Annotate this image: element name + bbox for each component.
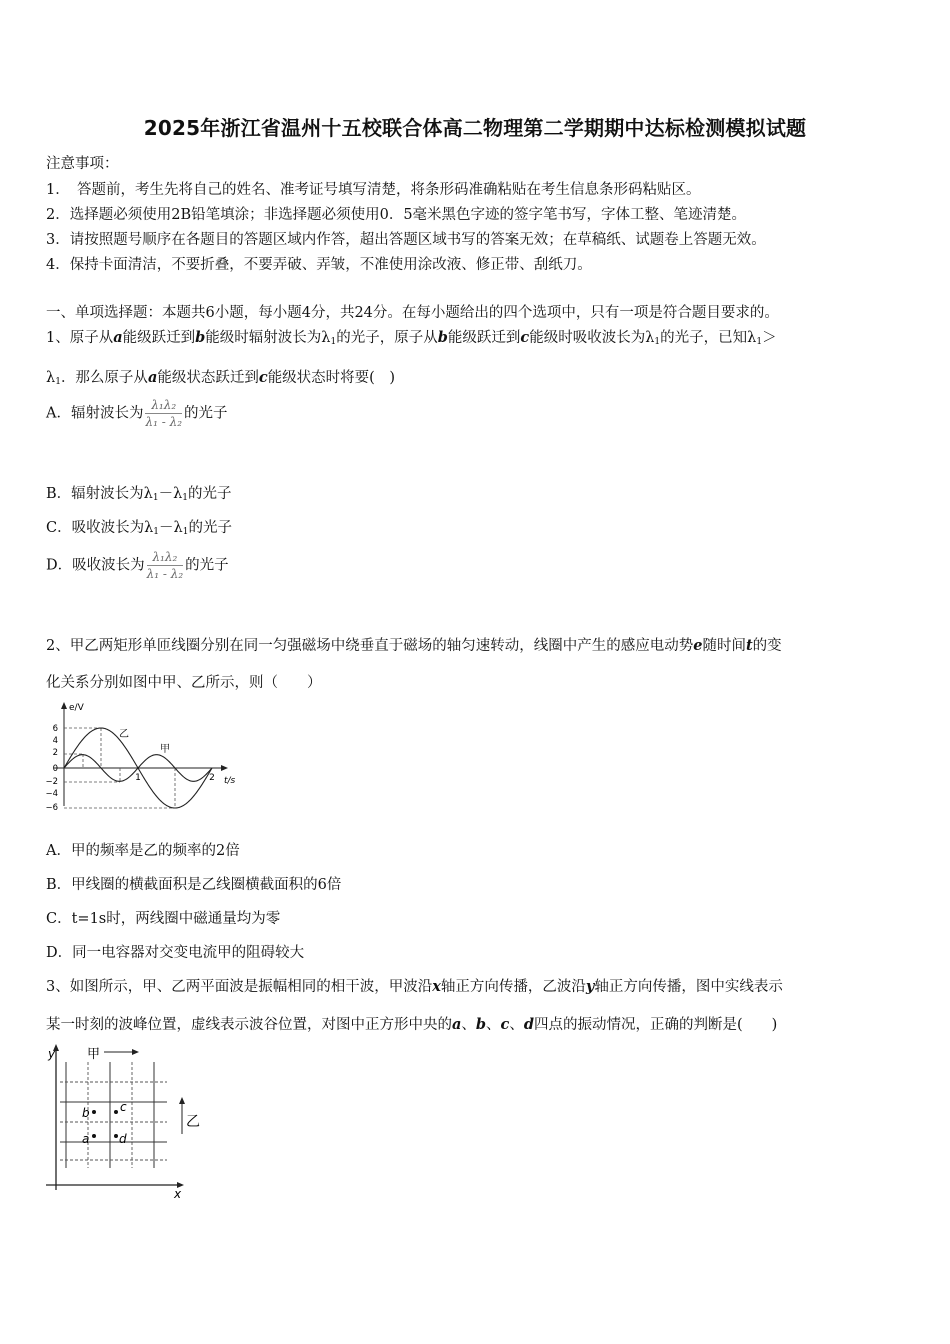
fraction-numerator: λ₁λ₂ [145, 398, 182, 414]
text: 的光子，原子从 [336, 330, 438, 346]
x-tick-label: 1 [135, 773, 141, 783]
option-text: 的光子 [185, 557, 229, 574]
text: 能级状态跃迁到 [157, 370, 259, 386]
subscript: 1 [756, 337, 763, 347]
y-tick-label: 6 [52, 724, 58, 734]
notice-item: 3．请按照题号顺序在各题目的答题区域内作答，超出答题区域书写的答案无效；在草稿纸、试题卷上答题无效。 [46, 232, 766, 248]
var-e: e [693, 637, 703, 654]
q2-option-d: D．同一电容器对交变电流甲的阻碍较大 [46, 945, 305, 961]
text: 能级跃迁到 [122, 330, 196, 346]
text: 能级时吸收波长为λ [529, 330, 655, 346]
var-c: c [520, 329, 530, 346]
var-b: b [195, 329, 206, 346]
fraction-numerator: λ₁λ₂ [147, 550, 184, 566]
q1-option-b [46, 482, 232, 503]
var-b: b [475, 1016, 487, 1033]
q1-stem-line1 [46, 326, 777, 347]
subscript: 1 [153, 527, 160, 537]
point-a [92, 1134, 96, 1138]
x-axis-arrow [221, 765, 228, 771]
y-tick-label: −6 [45, 803, 58, 813]
text: 能级状态时将要( ) [267, 370, 396, 386]
q2-option-b: B．甲线圈的横截面积是乙线圈横截面积的6倍 [46, 877, 342, 893]
emf-time-graph [40, 700, 250, 818]
q3-stem-line1 [46, 975, 783, 996]
text: 、 [509, 1017, 524, 1033]
var-t: t [745, 637, 753, 654]
text: 1、原子从 [46, 330, 114, 346]
text: 2、甲乙两矩形单匝线圈分别在同一匀强磁场中绕垂直于磁场的轴匀速转动，线圈中产生的感应电动势 [46, 638, 694, 654]
point-label-b: b [82, 1106, 90, 1120]
fraction-denominator: λ₁ - λ₂ [146, 567, 184, 581]
text: ＞ [762, 330, 777, 346]
curve-label-yi: 乙 [119, 729, 129, 740]
q1-option-d [46, 550, 229, 581]
subscript: 1 [330, 337, 337, 347]
text: 、 [486, 1017, 501, 1033]
notice-item: 2．选择题必须使用2B铅笔填涂；非选择题必须使用0．5毫米黑色字迹的签字笔书写，字体工整、笔迹清楚。 [46, 207, 747, 223]
subscript: 1 [182, 493, 189, 503]
option-text: 的光子 [184, 405, 228, 422]
text: 的变 [752, 638, 782, 654]
text: ．那么原子从 [60, 370, 148, 386]
option-text: B．辐射波长为λ [46, 486, 153, 502]
text: 能级跃迁到 [447, 330, 521, 346]
var-a: a [113, 329, 123, 346]
text: 的光子，已知λ [660, 330, 757, 346]
text: λ [46, 370, 56, 386]
q1-option-c [46, 516, 232, 537]
fraction [145, 398, 182, 429]
x-axis-label: x [174, 1187, 182, 1200]
var-c: c [500, 1016, 510, 1033]
q2-stem-line2: 化关系分别如图中甲、乙所示，则（ ） [46, 675, 322, 691]
curve-label-jia: 甲 [160, 744, 170, 755]
q1-stem-line2 [46, 366, 395, 387]
point-b [92, 1110, 96, 1114]
point-label-c: c [120, 1100, 127, 1114]
q2-stem-line1 [46, 634, 782, 655]
var-b: b [437, 329, 448, 346]
q3-stem-line2 [46, 1013, 777, 1034]
var-a: a [452, 1016, 462, 1033]
wave-label-jia: 甲 [87, 1047, 101, 1062]
text: 轴正方向传播，图中实线表示 [594, 979, 783, 995]
option-text: －λ [159, 520, 183, 536]
var-x: x [432, 978, 441, 995]
option-text: A．辐射波长为 [46, 405, 144, 422]
point-c [114, 1110, 118, 1114]
y-axis-label: y [48, 1047, 56, 1061]
subscript: 1 [152, 493, 159, 503]
wave-label-yi: 乙 [186, 1114, 200, 1130]
y-tick-label: 0 [52, 764, 58, 774]
fraction-denominator: λ₁ - λ₂ [145, 415, 182, 429]
subscript: 1 [654, 337, 661, 347]
y-tick-label: 4 [52, 736, 58, 746]
y-axis-label: e/V [69, 703, 84, 713]
point-label-a: a [82, 1132, 90, 1146]
y-tick-label: −4 [45, 789, 58, 799]
text: 能级时辐射波长为λ [205, 330, 331, 346]
subscript: 1 [55, 377, 61, 387]
point-label-d: d [119, 1132, 127, 1146]
option-text: C．吸收波长为λ [46, 520, 154, 536]
text: 3、如图所示，甲、乙两平面波是振幅相同的相干波，甲波沿 [46, 979, 433, 995]
q2-option-a: A．甲的频率是乙的频率的2倍 [46, 843, 240, 859]
q2-option-c: C．t=1s时，两线圈中磁通量均为零 [46, 911, 281, 927]
subscript: 1 [182, 527, 189, 537]
section-heading: 一、单项选择题：本题共6小题，每小题4分，共24分。在每小题给出的四个选项中，只有一项是符合题目要求的。 [46, 305, 779, 321]
option-text: D．吸收波长为 [46, 557, 145, 574]
page-title: 2025年浙江省温州十五校联合体高二物理第二学期期中达标检测模拟试题 [143, 116, 807, 140]
text: 四点的振动情况，正确的判断是( ) [534, 1017, 778, 1033]
text: 轴正方向传播，乙波沿 [440, 979, 586, 995]
text: 、 [461, 1017, 476, 1033]
notice-heading: 注意事项： [46, 156, 119, 172]
fraction [147, 550, 184, 581]
var-d: d [523, 1016, 535, 1033]
option-text: 的光子 [188, 520, 232, 536]
q1-option-a [46, 398, 228, 429]
text: 随时间 [702, 638, 746, 654]
wave-interference-figure [42, 1042, 212, 1200]
jia-arrowhead [132, 1049, 139, 1055]
text: 某一时刻的波峰位置，虚线表示波谷位置，对图中正方形中央的 [46, 1017, 452, 1033]
y-tick-label: 2 [52, 748, 58, 758]
yi-arrowhead [179, 1097, 185, 1104]
x-axis-label: t/s [224, 776, 236, 786]
x-tick-label: 2 [209, 773, 215, 783]
y-tick-label: −2 [45, 777, 58, 787]
notice-item: 1． 答题前，考生先将自己的姓名、准考证号填写清楚，将条形码准确粘贴在考生信息条形码粘贴区。 [46, 182, 701, 198]
var-a: a [147, 369, 158, 386]
option-text: －λ [158, 486, 183, 502]
var-c: c [258, 369, 268, 386]
notice-item: 4．保持卡面清洁，不要折叠，不要弄破、弄皱，不准使用涂改液、修正带、刮纸刀。 [46, 257, 592, 273]
var-y: y [585, 978, 595, 995]
point-d [114, 1134, 118, 1138]
y-axis-arrow [61, 702, 67, 709]
option-text: 的光子 [188, 486, 232, 502]
